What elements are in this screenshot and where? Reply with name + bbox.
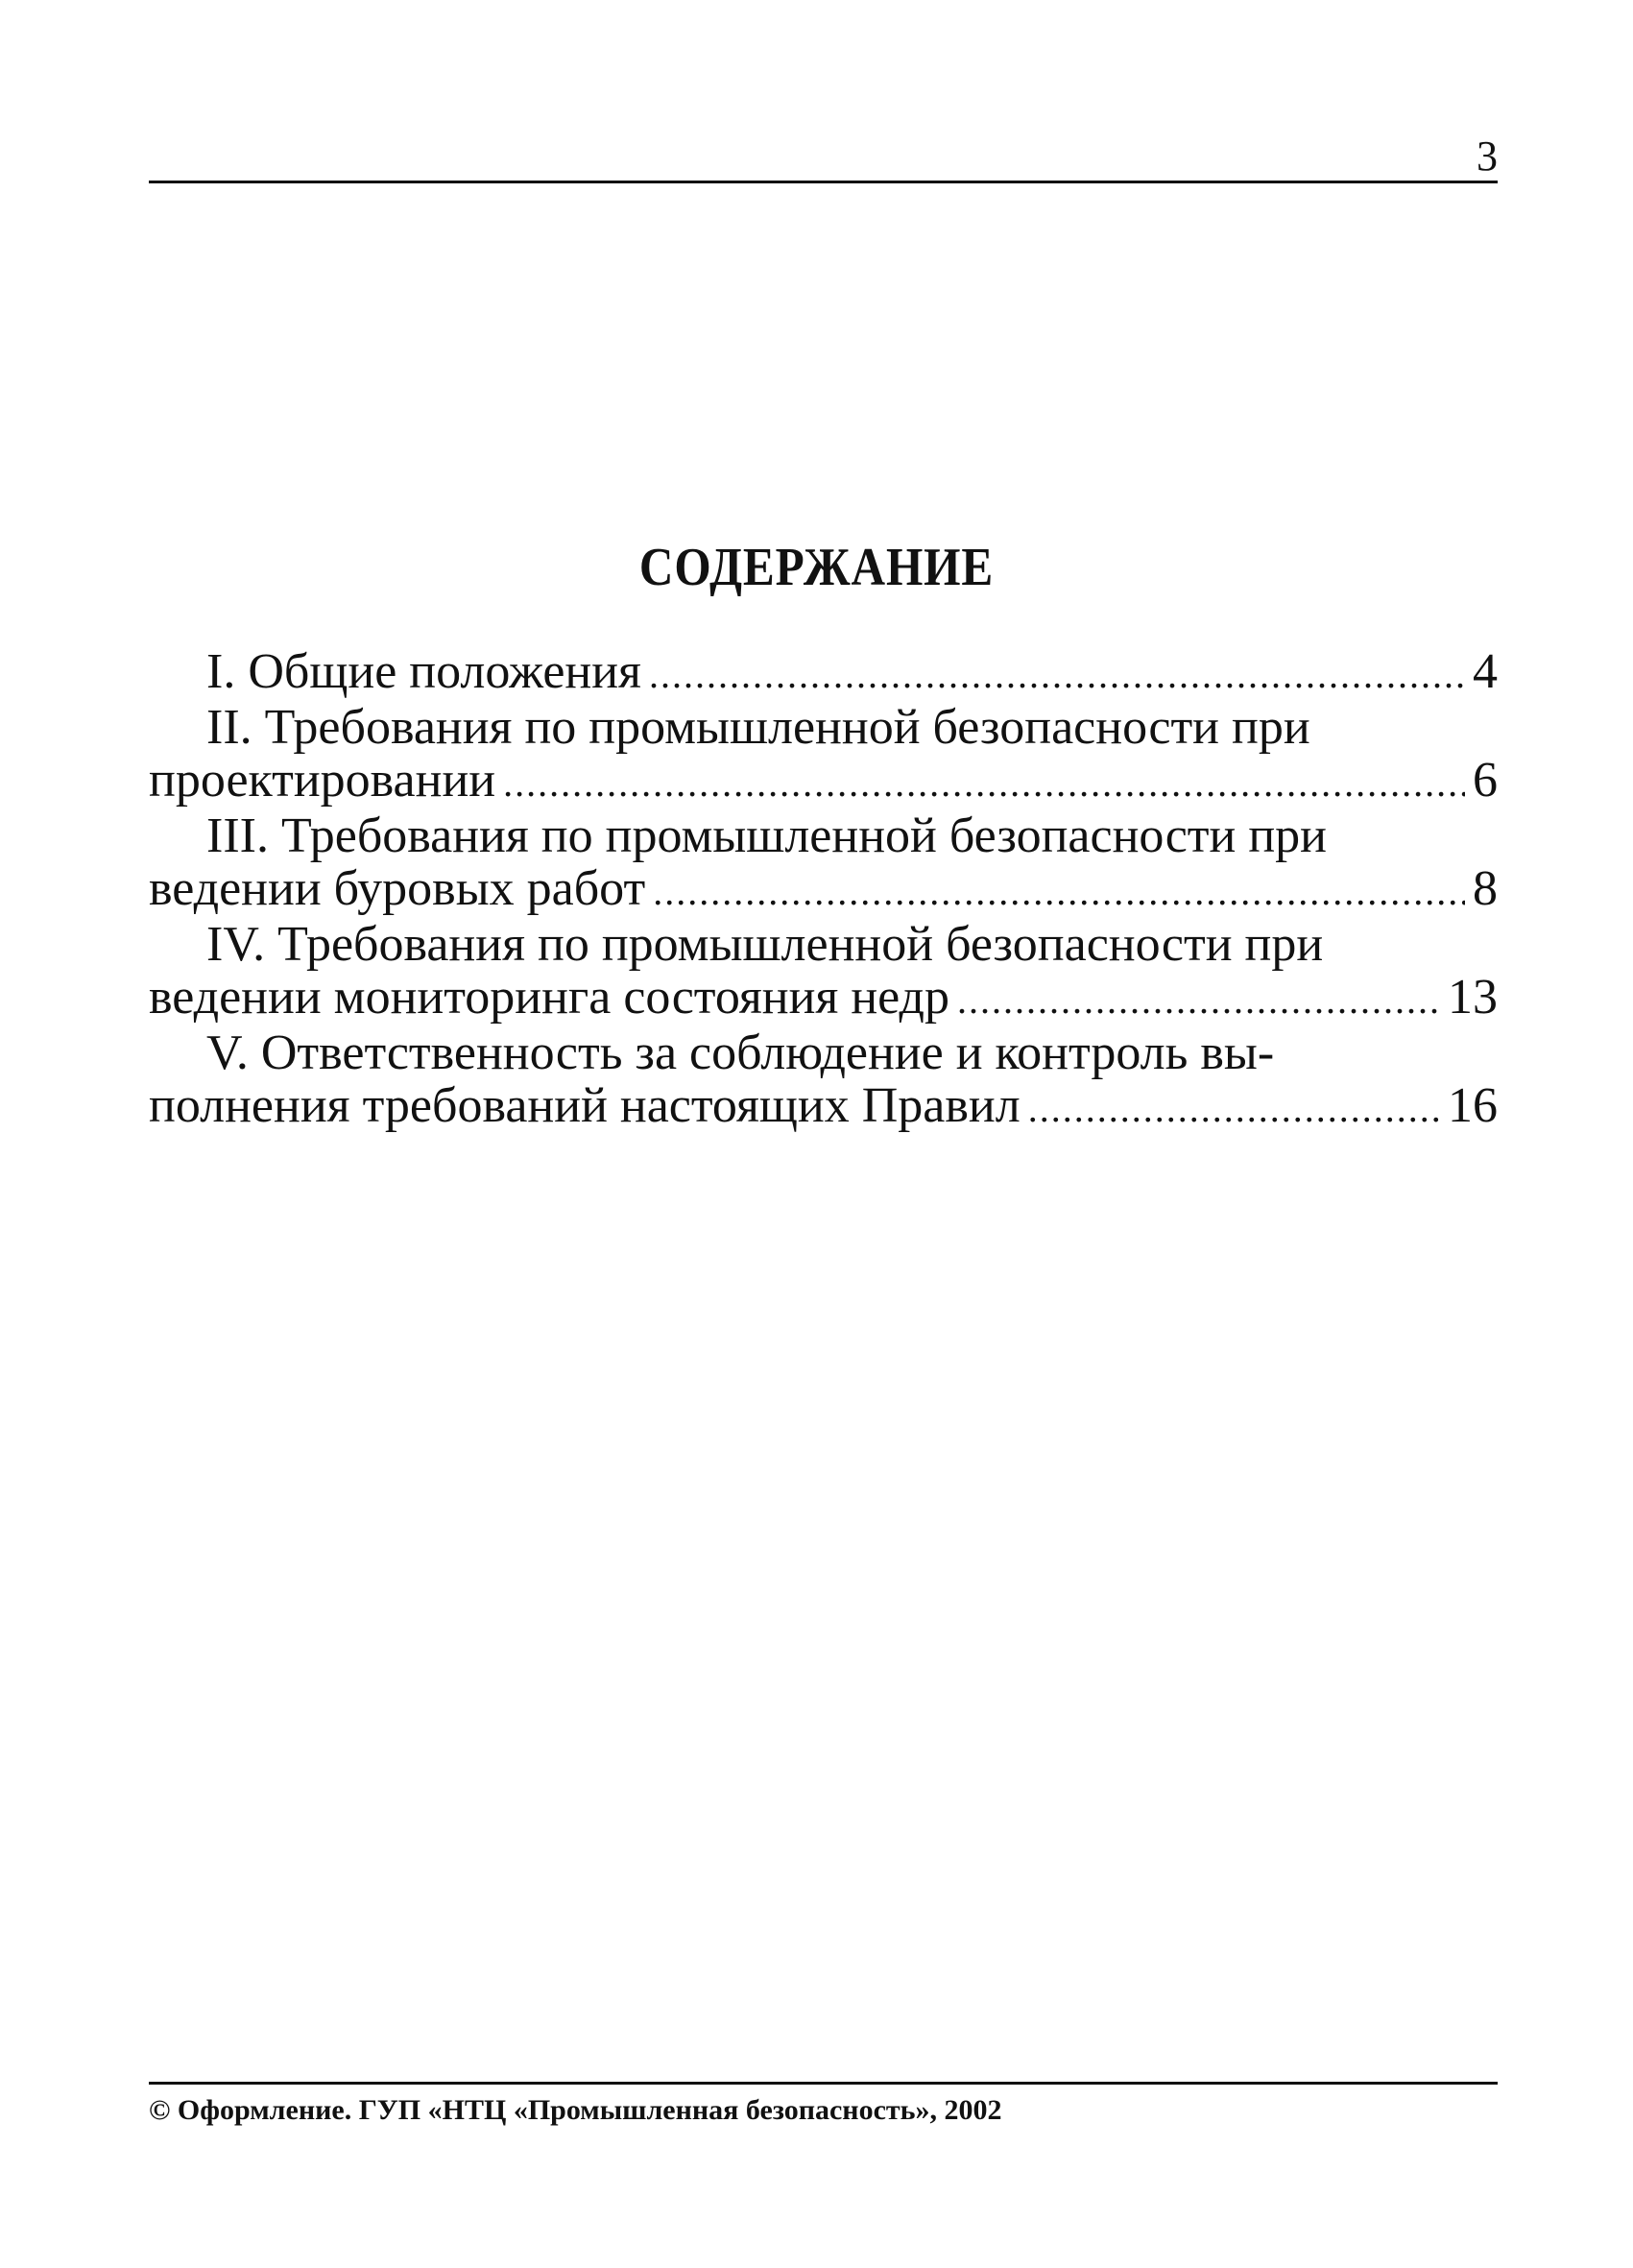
page-number: 3 [1477, 133, 1498, 180]
toc-entry-1 [149, 645, 1498, 701]
footer-copyright: © Оформление. ГУП «НТЦ «Промышленная безопасность», 2002 [149, 2094, 1002, 2126]
toc-page-number: 6 [1473, 753, 1498, 808]
page-title: СОДЕРЖАНИЕ [638, 538, 995, 597]
toc-line [149, 701, 1498, 754]
toc-entry-title: II. Требования по промышленной безопасности при [206, 700, 1310, 755]
toc-entry-title: I. Общие положения [206, 644, 641, 699]
toc-entry-3 [149, 809, 1498, 918]
toc-entry-title: V. Ответственность за соблюдение и контроль вы- [206, 1025, 1275, 1080]
header-rule [149, 181, 1498, 183]
toc-entry-title: III. Требования по промышленной безопасности при [206, 808, 1327, 863]
toc-dot-leader [503, 757, 1465, 809]
toc-line [149, 918, 1498, 971]
toc-line [149, 809, 1498, 862]
footer-rule [149, 2082, 1498, 2085]
toc-dot-leader [649, 648, 1465, 701]
toc-line [149, 862, 1498, 918]
toc-page-number: 4 [1473, 644, 1498, 699]
toc-page-number: 8 [1473, 861, 1498, 916]
toc-entry-title-continuation: проектировании [149, 753, 496, 808]
toc-line [149, 971, 1498, 1026]
toc-line [149, 645, 1498, 701]
toc-page-number: 16 [1448, 1078, 1498, 1133]
toc-page-number: 13 [1448, 970, 1498, 1025]
toc-entry-4 [149, 918, 1498, 1026]
toc-dot-leader [957, 974, 1440, 1026]
toc-entry-title-continuation: ведении мониторинга состояния недр [149, 970, 950, 1025]
toc-entry-title: IV. Требования по промышленной безопасности при [206, 917, 1324, 972]
toc-entry-2 [149, 701, 1498, 809]
toc-dot-leader [653, 865, 1465, 918]
toc-line [149, 1026, 1498, 1079]
toc-dot-leader [1028, 1082, 1440, 1135]
toc-line [149, 1079, 1498, 1135]
toc-entry-title-continuation: ведении буровых работ [149, 861, 646, 916]
toc-line [149, 754, 1498, 809]
toc-list [149, 645, 1498, 1135]
toc-entry-title-continuation: полнения требований настоящих Правил [149, 1078, 1021, 1133]
toc-entry-5 [149, 1026, 1498, 1135]
